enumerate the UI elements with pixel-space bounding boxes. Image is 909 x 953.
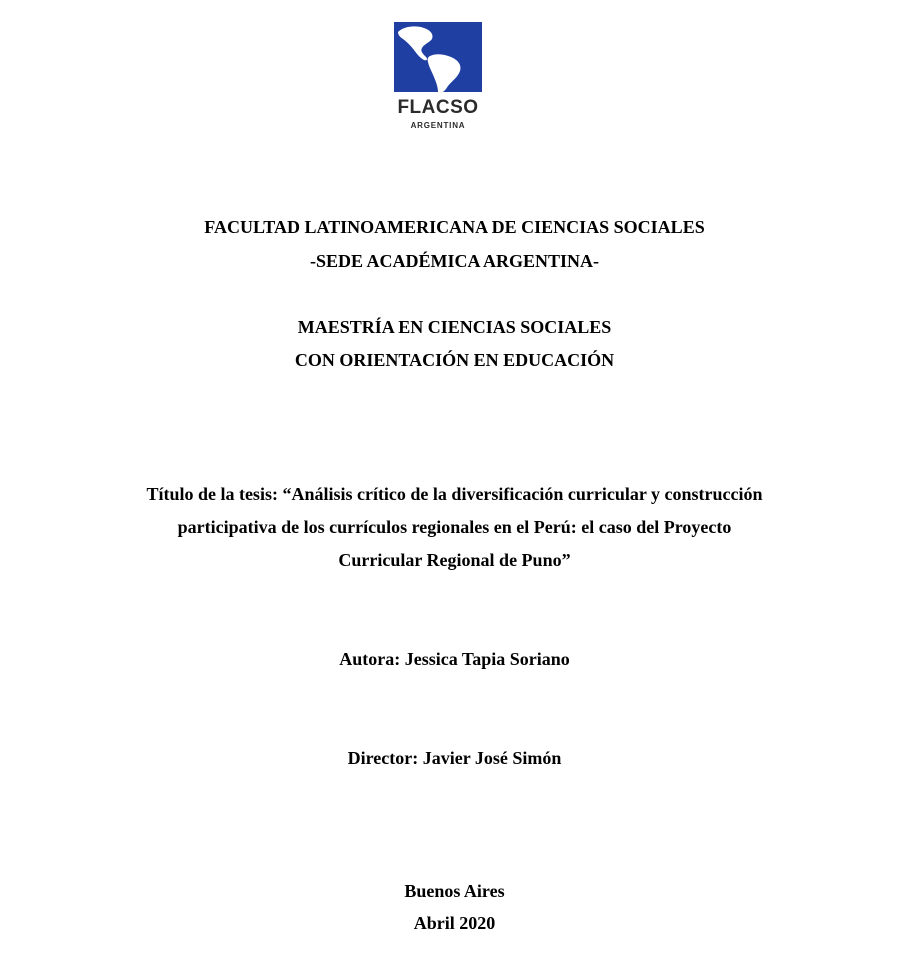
thesis-title-line-3: Curricular Regional de Puno” [338,550,571,570]
americas-map-icon [394,22,482,92]
director: Director: Javier José Simón [347,748,562,768]
program-orientation: CON ORIENTACIÓN EN EDUCACIÓN [294,350,615,370]
author: Autora: Jessica Tapia Soriano [339,649,570,669]
logo-name: FLACSO [397,97,479,118]
thesis-title-line-1: Título de la tesis: “Análisis crítico de la diversificación curricular y construcción [146,484,763,504]
date: Abril 2020 [413,913,496,933]
logo-subtitle: ARGENTINA [410,121,466,130]
place: Buenos Aires [404,881,505,901]
program-name: MAESTRÍA EN CIENCIAS SOCIALES [297,317,612,337]
institution-campus: -SEDE ACADÉMICA ARGENTINA- [309,251,600,271]
institution-name: FACULTAD LATINOAMERICANA DE CIENCIAS SOCIALES [204,217,705,237]
flacso-logo [390,22,486,132]
thesis-title-line-2: participativa de los currículos regionales en el Perú: el caso del Proyecto [177,517,732,537]
